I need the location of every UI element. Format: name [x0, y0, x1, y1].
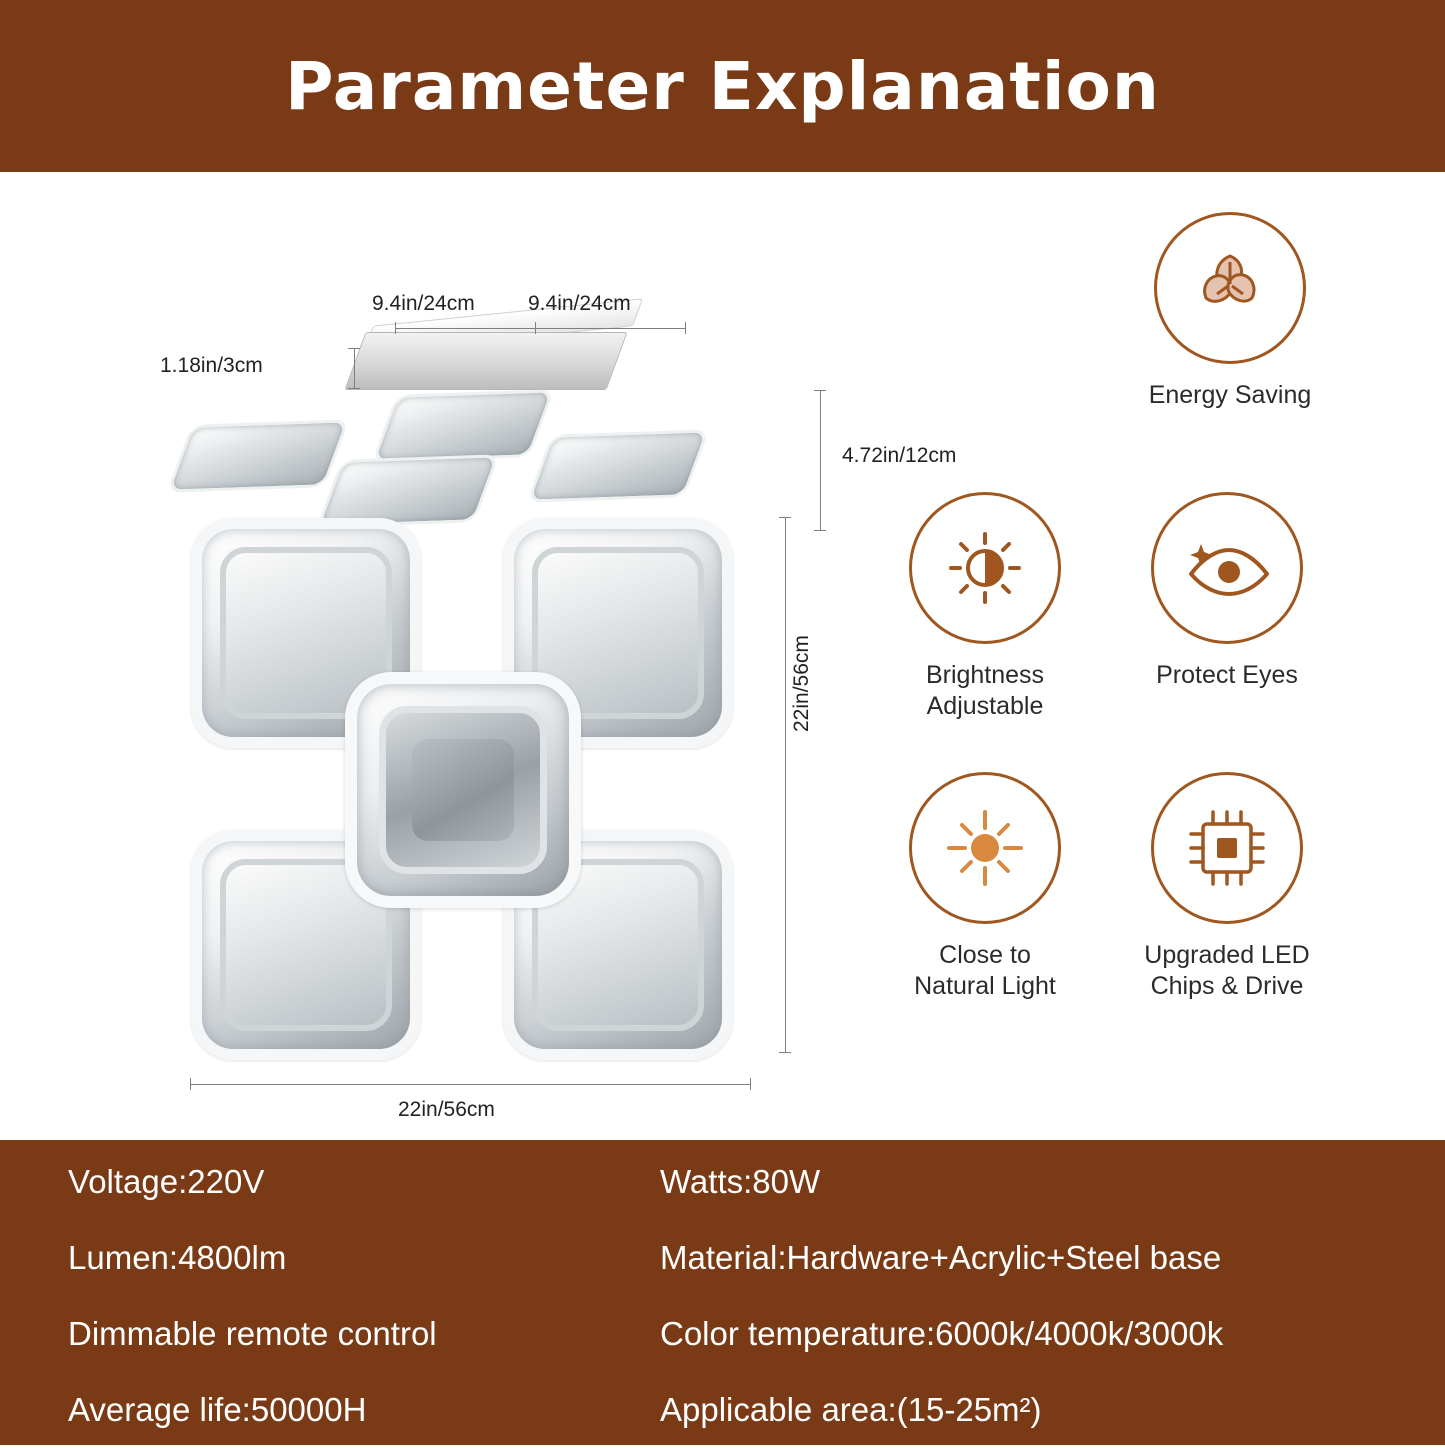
spec-color-temperature: Color temperature:6000k/4000k/3000k — [660, 1315, 1224, 1352]
light-panel-right — [526, 429, 709, 502]
dim-label-front-height: 22in/56cm — [790, 635, 813, 732]
dim-tick — [348, 388, 360, 389]
brightness-icon — [909, 492, 1061, 644]
spec-row — [0, 1296, 1445, 1372]
eye-icon — [1151, 492, 1303, 644]
dim-tick — [685, 322, 686, 334]
dim-tick — [814, 390, 826, 391]
dim-tick — [348, 348, 360, 349]
dim-label-top-left: 9.4in/24cm — [372, 292, 475, 315]
feature-label: Energy Saving — [1148, 381, 1312, 409]
light-panel-rear — [371, 389, 554, 462]
feature-energy-saving — [1125, 212, 1335, 411]
feature-label: Brightness Adjustable — [925, 661, 1045, 721]
page-header — [0, 0, 1445, 172]
spec-dimmable: Dimmable remote control — [68, 1315, 437, 1352]
product-front-view — [185, 512, 745, 1052]
dim-line-top-right — [535, 328, 685, 329]
leaves-icon — [1154, 212, 1306, 364]
ceiling-base-body — [344, 332, 627, 390]
spec-voltage: Voltage:220V — [68, 1163, 265, 1200]
spec-applicable-area: Applicable area:(15-25m²) — [660, 1391, 1042, 1428]
light-panel-left — [166, 419, 349, 492]
feature-label: Protect Eyes — [1156, 661, 1298, 689]
dim-label-thickness: 1.18in/3cm — [160, 354, 263, 377]
light-square-center-inner — [379, 706, 547, 874]
dim-line-total-height — [820, 390, 821, 530]
dim-tick — [395, 322, 396, 334]
dim-tick — [190, 1078, 191, 1090]
dim-line-thickness — [354, 348, 355, 388]
chip-icon — [1151, 772, 1303, 924]
product-top-view — [160, 292, 790, 512]
dim-label-total-height: 4.72in/12cm — [842, 444, 957, 467]
product-illustration — [130, 212, 957, 1121]
page-title: Parameter Explanation — [285, 47, 1160, 125]
dim-tick — [814, 530, 826, 531]
light-square-center — [345, 672, 581, 908]
dim-tick — [779, 1052, 791, 1053]
spec-row — [0, 1220, 1445, 1296]
main-content — [0, 172, 1445, 1140]
spec-average-life: Average life:50000H — [68, 1391, 367, 1428]
dim-line-front-height — [785, 517, 786, 1052]
light-square-center-core — [412, 739, 514, 841]
spec-lumen: Lumen:4800lm — [68, 1239, 287, 1276]
sun-icon — [909, 772, 1061, 924]
spec-material: Material:Hardware+Acrylic+Steel base — [660, 1239, 1222, 1276]
dim-tick — [750, 1078, 751, 1090]
feature-protect-eyes — [1122, 492, 1332, 691]
dim-tick — [779, 517, 791, 518]
feature-brightness-adjustable — [880, 492, 1090, 723]
feature-close-to-natural-light — [880, 772, 1090, 1003]
feature-list — [850, 202, 1410, 1102]
dim-line-top-left — [395, 328, 535, 329]
feature-label: Close to Natural Light — [914, 941, 1056, 1001]
spec-row — [0, 1144, 1445, 1220]
dim-line-front-width — [190, 1084, 750, 1085]
feature-label: Upgraded LED Chips & Drive — [1144, 941, 1310, 1001]
spec-row — [0, 1372, 1445, 1448]
specification-panel — [0, 1140, 1445, 1445]
feature-upgraded-led-chips — [1122, 772, 1332, 1003]
spec-watts: Watts:80W — [660, 1163, 821, 1200]
dim-label-front-width: 22in/56cm — [398, 1098, 495, 1121]
dim-label-top-right: 9.4in/24cm — [528, 292, 631, 315]
